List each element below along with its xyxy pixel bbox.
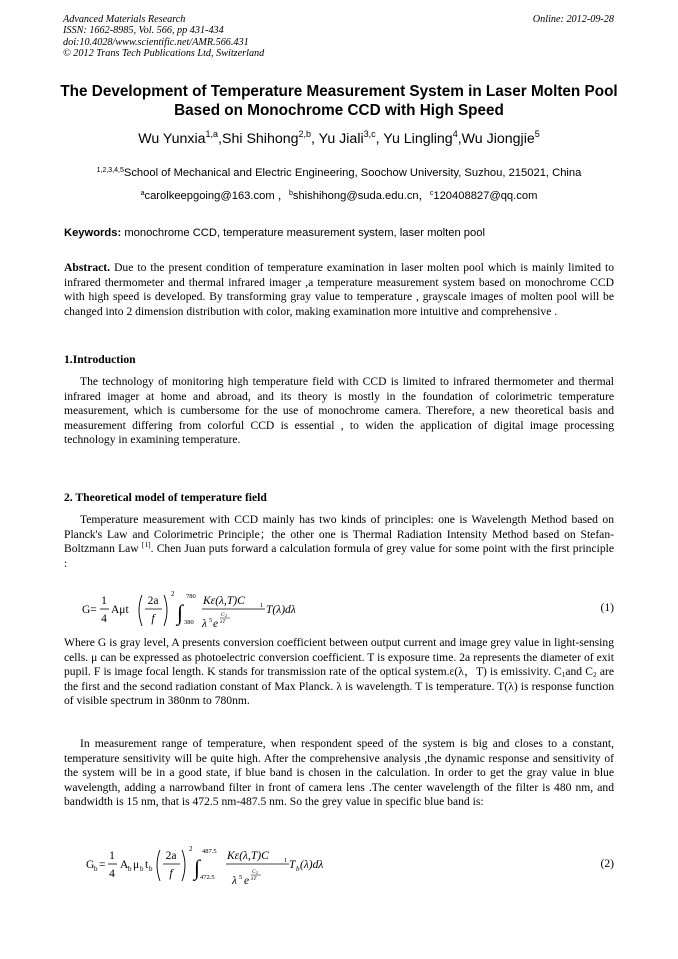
eq-lhs: G [86, 859, 95, 871]
eq-den-power: 5 [239, 874, 243, 881]
journal-issn: ISSN: 1662-8985, Vol. 566, pp 431-434 [63, 25, 224, 37]
eq-mu: μ [133, 859, 140, 871]
eq-integrand-num-sub: 1 [260, 602, 264, 609]
eq-lhs: G= [82, 604, 97, 616]
eq-exp-num: C [252, 869, 256, 875]
journal-doi: doi:10.4028/www.scientific.net/AMR.566.431 [63, 36, 249, 48]
eq-upper-limit: 780 [186, 593, 196, 600]
eq-factor: Aμt [111, 604, 129, 616]
theory-paragraph-1 [64, 513, 614, 571]
eq-tail: (λ)dλ [300, 859, 324, 871]
eq-tail-sub: b [296, 865, 300, 873]
email-sep: ， [274, 190, 289, 202]
integral-sign: ∫ [177, 600, 184, 625]
affiliation-text: School of Mechanical and Electric Engineering, Soochow University, Suzhou, 215021, China [123, 167, 582, 179]
equation-2-graphic [82, 842, 332, 894]
author-name: Shi Shihong [222, 131, 299, 147]
author-sup: 2,b [298, 129, 312, 139]
right-paren [164, 595, 167, 626]
email-sup: b [288, 190, 293, 197]
abstract-text: Due to the present condition of temperature examination in laser molten pool which is mainly limited to infrared thermometer and thermal infrared imager ,a temperature measurement system based on monochrome CCD with high speed is developed. By transforming gray value to temperature , grayscale images of molten pool will be changed into 2 dimension distribution with color, making examination more intuitive and comprehensive . [64, 261, 615, 318]
email-link[interactable]: carolkeepgoing@163.com [144, 190, 275, 202]
eq-upper-limit: 487.5 [202, 848, 217, 855]
eq-factor: A [120, 859, 129, 871]
journal-header [63, 14, 264, 60]
email-list [40, 189, 638, 203]
affiliation-sup: 1,2,3,4,5 [96, 167, 124, 174]
eq-lambda: λ [202, 618, 207, 630]
author-sep: , [311, 131, 319, 147]
eq-paren-num: 2a [165, 850, 177, 862]
journal-name: Advanced Materials Research [63, 14, 186, 25]
left-paren [157, 850, 160, 881]
author-name: Wu Yunxia [138, 131, 206, 147]
journal-copyright: © 2012 Trans Tech Publications Ltd, Switzerland [63, 48, 265, 60]
eq-integrand-num: Kε(λ,T)C [203, 595, 245, 607]
eq-factor-sub: b [128, 865, 132, 873]
eq-tail: T [289, 859, 296, 871]
eq-exp-num: C [221, 612, 225, 618]
email-sep: ， [418, 190, 430, 202]
keywords [64, 226, 616, 240]
eq-den-power: 5 [209, 617, 213, 624]
theory-text: . Chen Juan puts forward a calculation formula of grey value for some point with the first principle : [64, 542, 614, 570]
eq-exp-den: λT [251, 876, 257, 882]
equation-1-graphic [82, 586, 322, 636]
section-heading-theoretical-model: 2. Theoretical model of temperature field [64, 491, 267, 504]
author-sep: , [375, 131, 384, 147]
eq-tail: T(λ)dλ [266, 604, 296, 616]
eq-lambda: λ [232, 875, 237, 887]
theory-text: Temperature measurement with CCD mainly has two kinds of principles: one is Wavelength Method based on Planck's Law and Colorimetric Principle；the other one is Thermal Radiation Intensity Method based on Stefan-Boltzmann Law [64, 513, 614, 556]
eq-lower-limit: 472.5 [200, 874, 215, 881]
author-sup: 5 [534, 129, 540, 139]
author-list [40, 130, 638, 148]
email-link[interactable]: 120408827@qq.com [433, 190, 538, 202]
author-sup: 3,c [363, 129, 376, 139]
eq-coef-den: 4 [101, 613, 107, 625]
eq-integrand-num-sub: 1 [284, 857, 288, 864]
author-sup: 1,a [205, 129, 219, 139]
eq-power: 2 [171, 590, 175, 598]
section-heading-introduction: 1.Introduction [64, 353, 136, 366]
author-name: Yu Lingling [383, 131, 453, 147]
eq-paren-num: 2a [147, 595, 159, 607]
author-sep: , [218, 131, 222, 147]
online-date: Online: 2012-09-28 [532, 14, 614, 25]
equation-1 [82, 586, 322, 639]
theory-paragraph-3: In measurement range of temperature, when respondent speed of the system is big and closes to a constant, temperature sensitivity will be quite high. After the comprehensive analysis ,the dynamic response and sensitivity of the system will be in a good state, if blue band is chosen in the calculation. In order to get the gray value in blue wavelength, adding a narrowband filter in front of camera lens .The center wavelength of the filter is 480 nm, and bandwidth is 15 nm, that is 472.5 nm-487.5 nm. So the grey value in specific blue band is: [64, 737, 614, 809]
author-sup: 4 [452, 129, 458, 139]
integral-sign: ∫ [194, 855, 201, 880]
eq-exp-base: e [244, 875, 250, 887]
theory-text: Where G is gray level, A presents conversion coefficient between output current and image grey value in light-sensing cells. μ can be expressed as photoelectric conversion coefficient. T is exposure time. 2a represents the diameter of exit pupil. F is image focal length. K stands for transmission rate of the optical system.ε(λ，T) is emissivity. C [64, 636, 614, 679]
eq-integrand-num: Kε(λ,T)C [227, 850, 269, 862]
abstract-label: Abstract. [64, 261, 111, 274]
eq-paren-den: f [151, 613, 155, 625]
abstract [64, 261, 614, 319]
eq-lower-limit: 380 [184, 619, 194, 626]
eq-coef-num: 1 [109, 850, 115, 862]
eq-exp-base: e [213, 618, 219, 630]
equation-2-number: (2) [600, 857, 614, 870]
theory-text: are the first and the second radiation constant of Max Planck. λ is wavelength. T is temperature. T(λ) is response function of visible spectrum in 380nm to 780nm. [64, 665, 614, 708]
right-paren [182, 850, 185, 881]
paper-title: The Development of Temperature Measurement System in Laser Molten Pool Based on Monochrome CCD with High Speed [60, 83, 618, 119]
subscript: 1 [561, 670, 566, 680]
eq-t: t [145, 859, 149, 871]
keywords-label: Keywords: [64, 227, 122, 239]
eq-equals: = [99, 859, 106, 871]
author-sep: , [457, 131, 462, 147]
eq-coef-num: 1 [101, 595, 107, 607]
eq-paren-den: f [169, 868, 173, 880]
theory-text: and C [565, 665, 593, 679]
keywords-text: monochrome CCD, temperature measurement system, laser molten pool [124, 227, 485, 239]
introduction-paragraph: The technology of monitoring high temperature field with CCD is limited to infrared thermometer and thermal infrared imager at home and abroad, and its theory is mostly in the foundation of colorimetric temperature measurement, which is cumbersome for the use of monochrome camera. Therefore, a new theoretical basis and measurement differing from colorful CCD is essential , to widen the application of digital image processing technology in examining temperature. [64, 375, 614, 447]
equation-1-number: (1) [600, 601, 614, 614]
eq-t-sub: b [149, 865, 153, 873]
author-name: Wu Jiongjie [461, 131, 535, 147]
author-name: Yu Jiali [318, 131, 364, 147]
theory-paragraph-2 [64, 636, 614, 709]
email-sup: c [429, 190, 434, 197]
equation-2 [82, 842, 332, 897]
email-sup: a [140, 190, 145, 197]
eq-coef-den: 4 [109, 868, 115, 880]
affiliation [40, 166, 638, 180]
eq-lhs-sub: b [94, 865, 98, 873]
eq-exp-num-sub: 2 [225, 613, 227, 618]
email-link[interactable]: shishihong@suda.edu.cn [292, 190, 419, 202]
eq-exp-num-sub: 2 [256, 870, 258, 875]
eq-power: 2 [189, 845, 193, 853]
subscript: 2 [592, 670, 597, 680]
citation-ref[interactable]: [1] [141, 540, 151, 550]
left-paren [139, 595, 142, 626]
eq-mu-sub: b [140, 865, 144, 873]
eq-exp-den: λT [220, 619, 226, 625]
